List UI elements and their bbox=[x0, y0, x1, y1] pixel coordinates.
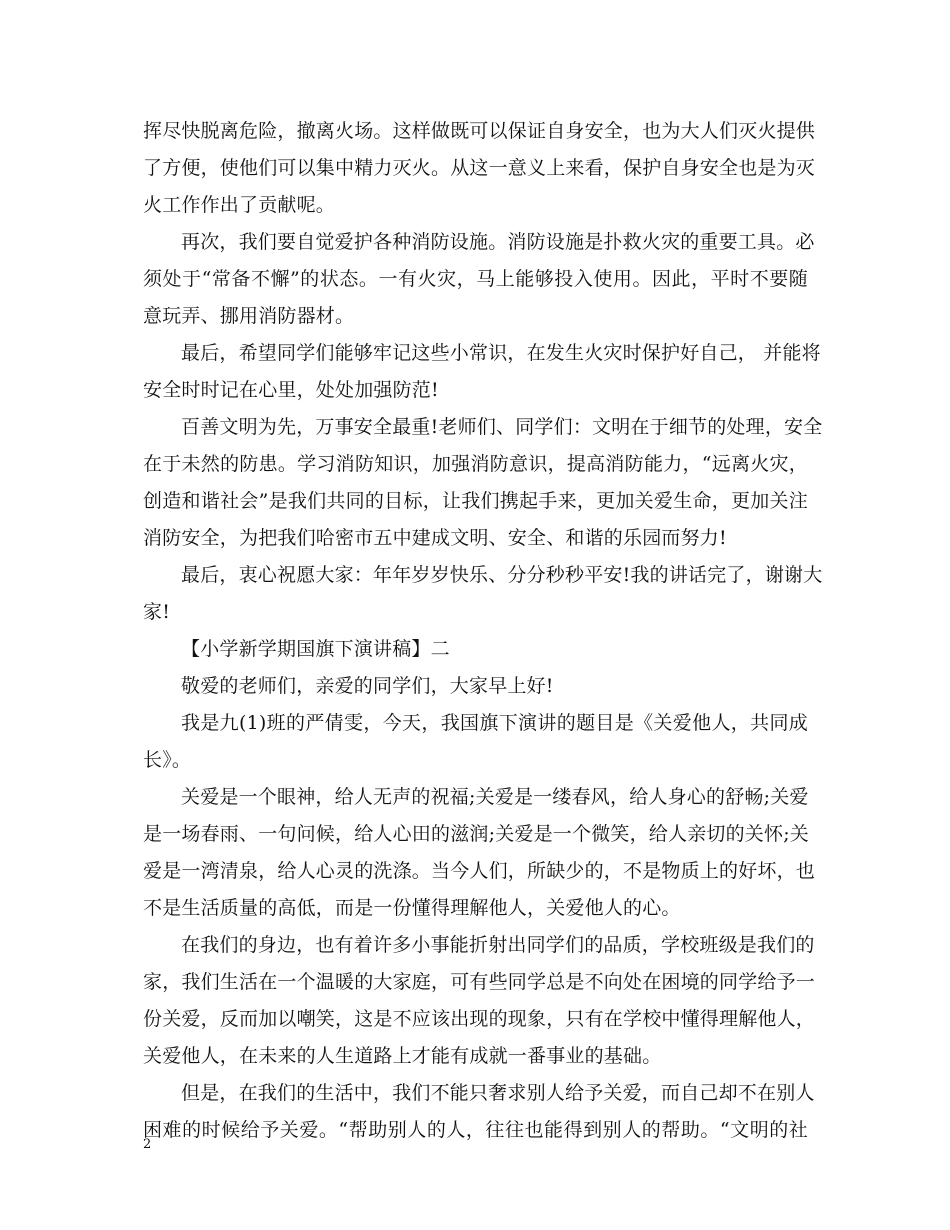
text-line: 困难的时候给予关爱。“帮助别人的人，往往也能得到别人的帮助。“文明的社 bbox=[143, 1119, 808, 1141]
text-line: 份关爱，反而加以嘲笑，这是不应该出现的现象，只有在学校中懂得理解他人， bbox=[143, 1008, 816, 1030]
text-line: 在于未然的防患。学习消防知识，加强消防意识，提高消防能力，“远离火灾， bbox=[143, 453, 808, 475]
text-line: 挥尽快脱离危险，撤离火场。这样做既可以保证自身安全，也为大人们灭火提供 bbox=[143, 120, 816, 142]
text-line: 家，我们生活在一个温暖的大家庭，可有些同学总是不向处在困境的同学给予一 bbox=[143, 971, 816, 993]
paragraph-first-line: 最后，衷心祝愿大家：年年岁岁快乐、分分秒秒平安!我的讲话完了，谢谢大 bbox=[181, 564, 823, 586]
page-number: 2 bbox=[143, 1137, 152, 1152]
text-line: 安全时时记在心里，处处加强防范! bbox=[143, 379, 439, 401]
text-line: 家! bbox=[143, 601, 171, 623]
text-line: 消防安全，为把我们哈密市五中建成文明、安全、和谐的乐园而努力! bbox=[143, 527, 727, 549]
text-line: 长》。 bbox=[143, 749, 192, 771]
paragraph-first-line: 在我们的身边，也有着许多小事能折射出同学们的品质，学校班级是我们的 bbox=[181, 934, 815, 956]
text-line: 关爱他人，在未来的人生道路上才能有成就一番事业的基础。 bbox=[143, 1045, 662, 1067]
section-heading: 【小学新学期国旗下演讲稿】二 bbox=[181, 638, 450, 660]
text-line: 爱是一湾清泉，给人心灵的洗涤。当今人们，所缺少的，不是物质上的好坏，也 bbox=[143, 860, 816, 882]
paragraph-first-line: 百善文明为先，万事安全最重!老师们、同学们：文明在于细节的处理，安全 bbox=[181, 416, 823, 438]
text-line: 火工作作出了贡献呢。 bbox=[143, 194, 336, 216]
text-line: 不是生活质量的高低，而是一份懂得理解他人，关爱他人的心。 bbox=[143, 897, 681, 919]
text-line: 是一场春雨、一句问候，给人心田的滋润;关爱是一个微笑，给人亲切的关怀;关 bbox=[143, 823, 810, 845]
paragraph-first-line: 我是九(1)班的严倩雯，今天，我国旗下演讲的题目是《关爱他人，共同成 bbox=[181, 712, 808, 734]
paragraph-first-line: 最后，希望同学们能够牢记这些小常识，在发生火灾时保护好自己， 并能将 bbox=[181, 342, 821, 364]
paragraph-first-line: 再次，我们要自觉爱护各种消防设施。消防设施是扑救火灾的重要工具。必 bbox=[181, 231, 815, 253]
salutation: 敬爱的老师们，亲爱的同学们，大家早上好! bbox=[181, 675, 554, 697]
text-line: 意玩弄、挪用消防器材。 bbox=[143, 305, 355, 327]
text-line: 须处于“常备不懈”的状态。一有火灾，马上能够投入使用。因此，平时不要随 bbox=[143, 268, 808, 290]
text-line: 创造和谐社会”是我们共同的目标，让我们携起手来，更加关爱生命，更加关注 bbox=[143, 490, 808, 512]
paragraph-first-line: 关爱是一个眼神，给人无声的祝福;关爱是一缕春风，给人身心的舒畅;关爱 bbox=[181, 786, 809, 808]
text-line: 了方便，使他们可以集中精力灭火。从这一意义上来看，保护自身安全也是为灭 bbox=[143, 157, 816, 179]
paragraph-first-line: 但是，在我们的生活中，我们不能只奢求别人给予关爱，而自己却不在别人 bbox=[181, 1082, 815, 1104]
